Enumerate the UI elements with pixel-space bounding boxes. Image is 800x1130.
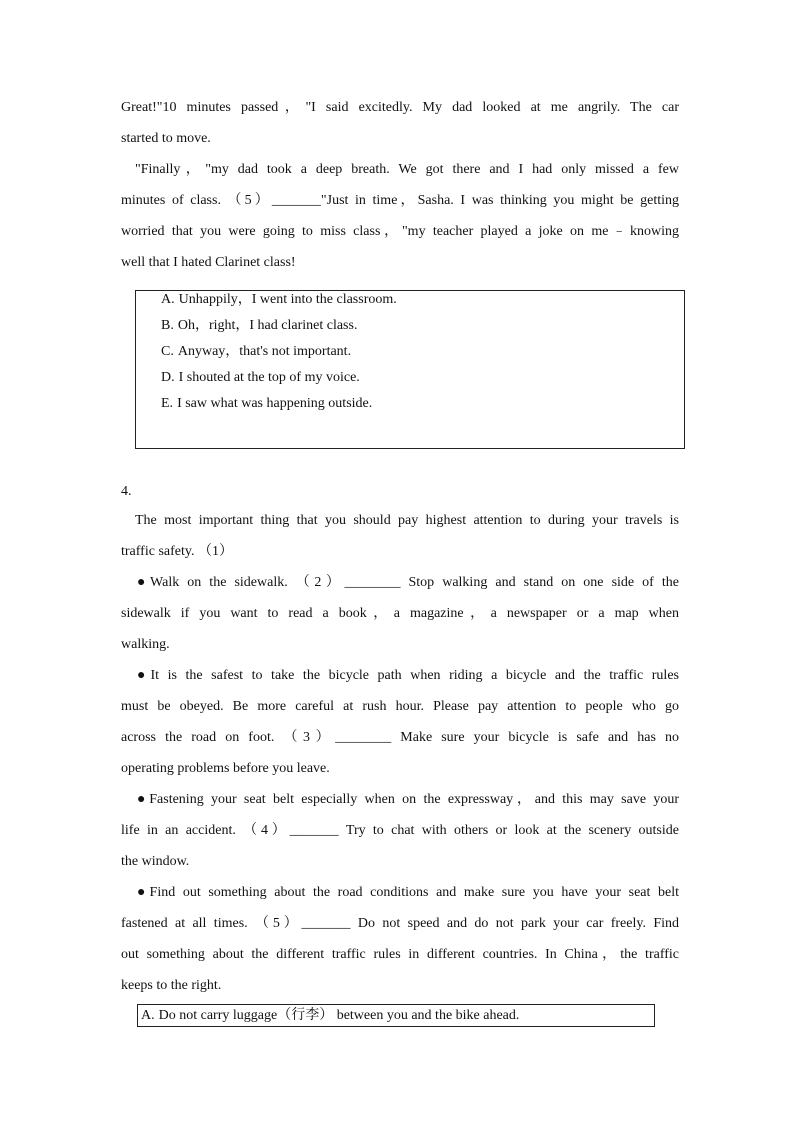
reading-passage	[121, 92, 679, 278]
option-item	[138, 1005, 654, 1026]
option-item	[136, 291, 684, 317]
option-label: D.	[161, 370, 175, 385]
text-line: traffic safety. （1）	[121, 544, 233, 559]
option-text: I shouted at the top of my voice.	[178, 370, 360, 385]
option-text: Anyway，that's not important.	[177, 344, 352, 359]
option-text: Unhappily，I went into the classroom.	[178, 292, 397, 307]
text-line: "Finally，"my dad took a deep breath. We got there and I had only missed a few	[135, 162, 679, 177]
text-line: minutes of class. （5）_______"Just in time，Sasha. I was thinking you might be getting	[121, 193, 679, 208]
text-line: walking.	[121, 637, 170, 652]
text-line: operating problems before you leave.	[121, 761, 330, 776]
passage-paragraph	[121, 92, 679, 154]
text-line: well that I hated Clarinet class!	[121, 255, 296, 270]
option-item	[136, 395, 684, 421]
option-label: B.	[161, 318, 174, 333]
text-line: worried that you were going to miss class，"my teacher played a joke on me﹣knowing	[121, 224, 679, 239]
text-line: fastened at all times. （5）_______ Do not speed and do not park your car freely. Find	[121, 916, 679, 931]
text-line: out something about the different traffic rules in different countries. In China，the traffic	[121, 947, 679, 962]
option-text: Oh，right，I had clarinet class.	[177, 318, 358, 333]
options-box	[137, 1004, 655, 1027]
question-number: 4.	[121, 484, 132, 499]
text-line: The most important thing that you should pay highest attention to during your travels is	[135, 513, 679, 528]
text-line: ●It is the safest to take the bicycle path when riding a bicycle and the traffic rules	[137, 668, 679, 683]
option-text: Do not carry luggage（行李） between you and the bike ahead.	[158, 1008, 520, 1023]
options-box	[135, 290, 685, 449]
passage-paragraph	[121, 154, 679, 278]
option-item	[136, 343, 684, 369]
text-line: must be obeyed. Be more careful at rush hour. Please pay attention to people who go	[121, 699, 679, 714]
text-line: the window.	[121, 854, 190, 869]
option-label: A.	[141, 1008, 155, 1023]
text-line: keeps to the right.	[121, 978, 222, 993]
text-line: ●Walk on the sidewalk. （2）________ Stop walking and stand on one side of the	[137, 575, 679, 590]
text-line: life in an accident. （4）_______ Try to chat with others or look at the scenery outside	[121, 823, 679, 838]
bullet-paragraph	[121, 877, 679, 1001]
text-line: Great!"10 minutes passed，"I said excitedly. My dad looked at me angrily. The car	[121, 100, 679, 115]
question-4-passage	[121, 505, 679, 1001]
text-line: ●Find out something about the road conditions and make sure you have your seat belt	[137, 885, 679, 900]
option-item	[136, 369, 684, 395]
option-text: I saw what was happening outside.	[177, 396, 373, 411]
text-line: across the road on foot. （3）________ Make sure your bicycle is safe and has no	[121, 730, 679, 745]
bullet-paragraph	[121, 784, 679, 877]
text-line: started to move.	[121, 131, 211, 146]
bullet-paragraph	[121, 567, 679, 660]
option-label: E.	[161, 396, 174, 411]
text-line: ●Fastening your seat belt especially when on the expressway，and this may save your	[137, 792, 679, 807]
option-label: A.	[161, 292, 175, 307]
passage-paragraph	[121, 505, 679, 567]
bullet-paragraph	[121, 660, 679, 784]
option-item	[136, 317, 684, 343]
text-line: sidewalk if you want to read a book，a magazine，a newspaper or a map when	[121, 606, 679, 621]
option-label: C.	[161, 344, 174, 359]
